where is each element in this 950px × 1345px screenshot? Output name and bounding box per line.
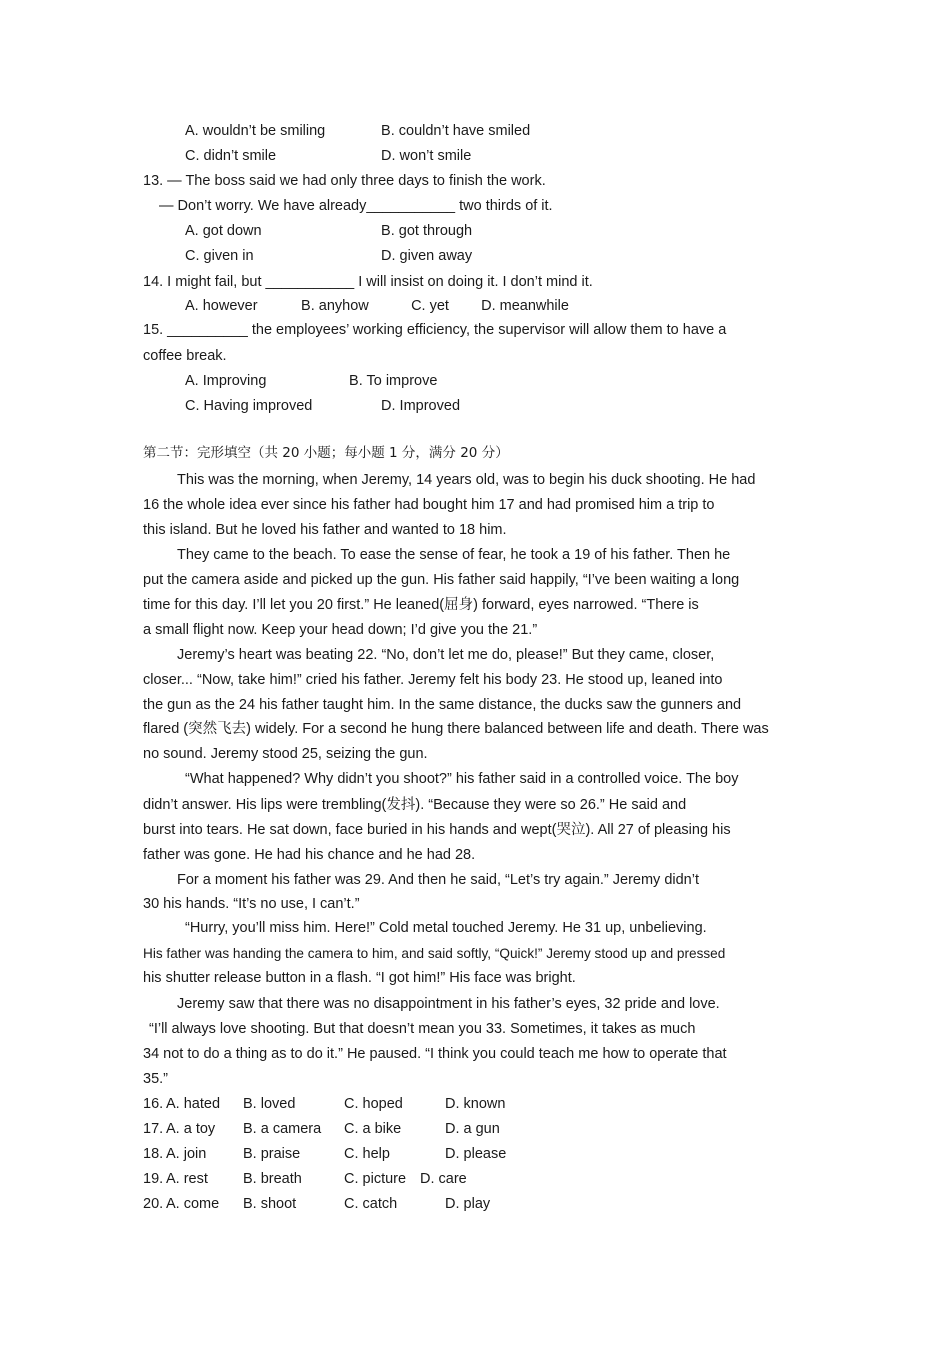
q12-option-b: B. couldn’t have smiled — [381, 123, 531, 139]
option-d: D. care — [420, 1171, 467, 1187]
q14-stem: 14. I might fail, but ___________ I will insist on doing it. I don’t mind it. — [143, 274, 593, 290]
option-d: D. a gun — [445, 1121, 500, 1137]
q13-option-c: C. given in — [185, 248, 254, 264]
passage-line: This was the morning, when Jeremy, 14 years old, was to begin his duck shooting. He had — [177, 472, 756, 488]
passage-line: 35.” — [143, 1071, 168, 1087]
q12-option-c: C. didn’t smile — [185, 148, 277, 164]
answer-row — [143, 1119, 845, 1139]
option-c: C. hoped — [344, 1096, 403, 1112]
passage-line: “Hurry, you’ll miss him. Here!” Cold metal touched Jeremy. He 31 up, unbelieving. — [185, 920, 707, 936]
passage-line: “I’ll always love shooting. But that doesn’t mean you 33. Sometimes, it takes as much — [149, 1021, 696, 1037]
option-b: B. shoot — [243, 1196, 297, 1212]
passage-line: 34 not to do a thing as to do it.” He paused. “I think you could teach me how to operate that — [143, 1046, 727, 1062]
option-c: C. help — [344, 1146, 390, 1162]
passage-line: “What happened? Why didn’t you shoot?” his father said in a controlled voice. The boy — [185, 771, 739, 787]
passage-line: His father was handing the camera to him, and said softly, “Quick!” Jeremy stood up and pressed — [143, 946, 726, 961]
q13-option-a: A. got down — [185, 223, 262, 239]
q15-options-row-1 — [185, 371, 887, 391]
q14-option-a: A. however — [185, 298, 258, 314]
passage-line: 30 his hands. “It’s no use, I can’t.” — [143, 896, 360, 912]
option-a: A. rest — [166, 1171, 208, 1187]
passage-line: a small flight now. Keep your head down; I’d give you the 21.” — [143, 622, 538, 638]
passage-line: 16 the whole idea ever since his father had bought him 17 and had promised him a trip to — [143, 497, 715, 513]
passage-line: put the camera aside and picked up the gun. His father said happily, “I’ve been waiting a long — [143, 572, 740, 588]
q12-option-a: A. wouldn’t be smiling — [185, 123, 326, 139]
q13-options-row-1 — [185, 221, 887, 241]
passage-line: father was gone. He had his chance and he had 28. — [143, 847, 476, 863]
answer-row — [143, 1194, 845, 1214]
passage-line: no sound. Jeremy stood 25, seizing the gun. — [143, 746, 428, 762]
option-a: A. join — [166, 1146, 207, 1162]
option-c: C. picture — [344, 1171, 407, 1187]
q13-option-d: D. given away — [381, 248, 473, 264]
answer-row — [143, 1169, 845, 1189]
q12-option-d: D. won’t smile — [381, 148, 472, 164]
option-d: D. play — [445, 1196, 491, 1212]
passage-line: his shutter release button in a flash. “I got him!” His face was bright. — [143, 970, 576, 986]
q15-option-a: A. Improving — [185, 373, 267, 389]
option-d: D. known — [445, 1096, 506, 1112]
q14-option-c: C. yet — [411, 298, 449, 314]
q15-option-b: B. To improve — [349, 373, 438, 389]
passage-line: didn’t answer. His lips were trembling(发抖). “Because they were so 26.” He said and — [143, 797, 687, 813]
q13-stem: 13. — The boss said we had only three days to finish the work. — [143, 173, 546, 189]
q15-stem-cont: coffee break. — [143, 348, 227, 364]
q15-stem: 15. __________ the employees’ working efficiency, the supervisor will allow them to have a — [143, 322, 727, 338]
q14-options — [185, 296, 887, 316]
q13-option-b: B. got through — [381, 223, 473, 239]
q15-option-d: D. Improved — [381, 398, 461, 414]
option-b: B. a camera — [243, 1121, 322, 1137]
passage-line: this island. But he loved his father and wanted to 18 him. — [143, 522, 507, 538]
q12-options-row-1 — [185, 121, 887, 141]
section-heading: 第二节：完形填空（共 20 小题；每小题 1 分，满分 20 分） — [143, 445, 509, 461]
passage-line: For a moment his father was 29. And then he said, “Let’s try again.” Jeremy didn’t — [177, 872, 699, 888]
question-number: 17. — [143, 1121, 164, 1137]
question-number: 20. — [143, 1196, 164, 1212]
question-number: 18. — [143, 1146, 164, 1162]
q13-options-row-2 — [185, 246, 887, 266]
question-number: 16. — [143, 1096, 164, 1112]
option-d: D. please — [445, 1146, 507, 1162]
option-b: B. praise — [243, 1146, 301, 1162]
passage-line: closer... “Now, take him!” cried his father. Jeremy felt his body 23. He stood up, leaned into — [143, 672, 723, 688]
q15-options-row-2 — [185, 396, 887, 416]
passage-line: burst into tears. He sat down, face buried in his hands and wept(哭泣). All 27 of pleasing his — [143, 822, 731, 838]
option-a: A. a toy — [166, 1121, 216, 1137]
passage-line: Jeremy saw that there was no disappointment in his father’s eyes, 32 pride and love. — [177, 996, 720, 1012]
option-b: B. breath — [243, 1171, 302, 1187]
answer-row — [143, 1144, 845, 1164]
passage-line: time for this day. I’ll let you 20 first.” He leaned(屈身) forward, eyes narrowed. “There is — [143, 597, 699, 613]
q14-option-d: D. meanwhile — [481, 298, 569, 314]
option-b: B. loved — [243, 1096, 296, 1112]
answer-row — [143, 1094, 845, 1114]
passage-line: flared (突然飞去) widely. For a second he hung there balanced between life and death. There was — [143, 721, 769, 737]
option-a: A. come — [166, 1196, 220, 1212]
option-c: C. a bike — [344, 1121, 402, 1137]
option-c: C. catch — [344, 1196, 398, 1212]
q15-option-c: C. Having improved — [185, 398, 313, 414]
option-a: A. hated — [166, 1096, 221, 1112]
q12-options-row-2 — [185, 146, 887, 166]
passage-line: They came to the beach. To ease the sense of fear, he took a 19 of his father. Then he — [177, 547, 731, 563]
q14-option-b: B. anyhow — [301, 298, 369, 314]
q13-reply: — Don’t worry. We have already___________ two thirds of it. — [159, 198, 553, 214]
question-number: 19. — [143, 1171, 164, 1187]
passage-line: Jeremy’s heart was beating 22. “No, don’t let me do, please!” But they came, closer, — [177, 647, 715, 663]
passage-line: the gun as the 24 his father taught him. In the same distance, the ducks saw the gunners and — [143, 697, 742, 713]
